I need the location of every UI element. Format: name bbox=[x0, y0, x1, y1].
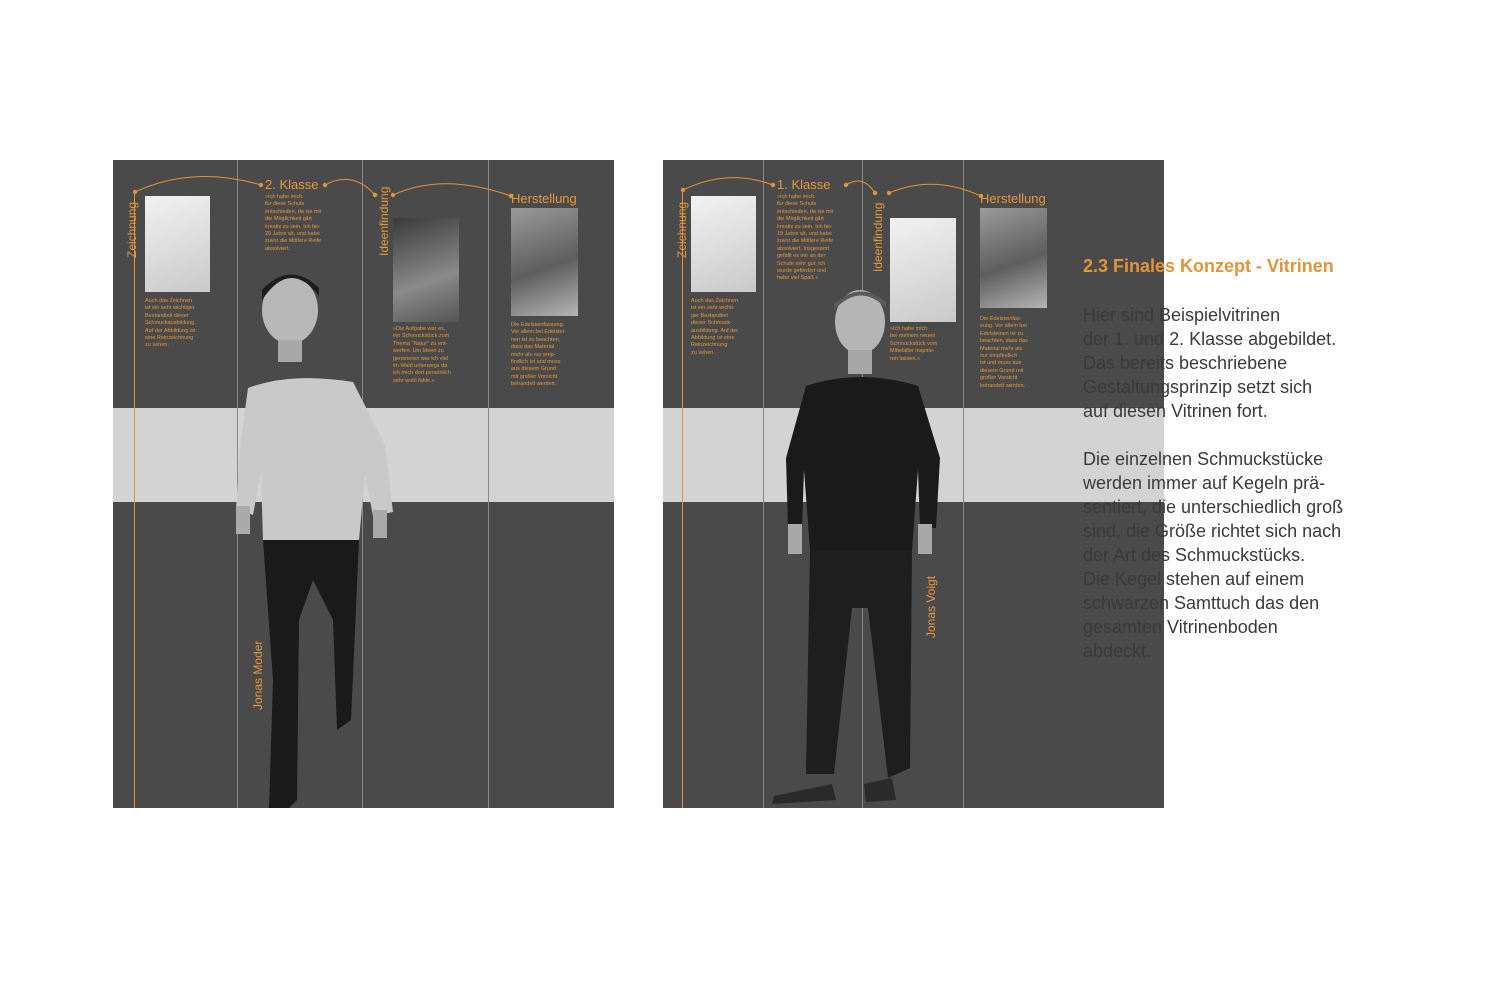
herstellung-image bbox=[511, 208, 578, 316]
label-ideenfindung: Ideenfindung bbox=[377, 186, 391, 256]
label-klasse: 2. Klasse bbox=[265, 177, 319, 192]
column-divider bbox=[488, 160, 489, 808]
column-divider bbox=[763, 160, 764, 808]
text-zeichnung: Auch das Zeichnen ist ein sehr wichti- ger Bestandteil dieser Schmuck- ausbildung. Auf der Abbildung ist eine Reinzeichnung zu sehen. bbox=[691, 298, 739, 356]
text-herstellung: Die Edelsteinfas- sung. Vor allem bei Edelsteinen ist zu beachten, dass das Material mehr als nur empfindlich ist und muss aus diesem Grund mit großer Vorsicht behandelt werden. bbox=[980, 316, 1028, 389]
timeline-line bbox=[134, 192, 135, 808]
paragraph-2: Die einzelnen Schmuckstücke werden immer auf Kegeln prä- sentiert, die unterschiedlich groß sind, die Größe richtet sich nach der Art des Schmuckstücks. Die Kegel stehen auf einem schwarzen Samttuch das den gesamten Vitrinenboden abdeckt. bbox=[1083, 449, 1344, 661]
column-divider bbox=[963, 160, 964, 808]
person-name: Jonas Moder bbox=[251, 640, 265, 710]
label-zeichnung: Zeichnung bbox=[125, 201, 139, 258]
person-name: Jonas Voigt bbox=[924, 575, 938, 638]
label-ideenfindung: Ideenfindung bbox=[871, 202, 885, 272]
label-herstellung: Herstellung bbox=[980, 191, 1046, 206]
herstellung-image bbox=[980, 208, 1047, 308]
section-heading: 2.3 Finales Konzept - Vitrinen bbox=[1083, 256, 1334, 276]
person-photo bbox=[768, 288, 953, 808]
text-zeichnung: Auch das Zeichnen ist ein sehr wichtiger Bestandteil dieser Schmuckausbildung. Auf der Abbildung ist eine Reinzeichnung zu sehen. bbox=[145, 298, 196, 349]
text-herstellung: Die Edelsteinfassung. Vor allem bei Edelstei- nen ist zu beachten, dass das Material mehr als nur emp- findlich ist und muss aus diesem Grund mit großer Vorsicht behandelt werden. bbox=[511, 322, 566, 388]
timeline-line bbox=[682, 192, 683, 808]
sketch-image bbox=[145, 196, 210, 292]
quote-klasse: »Ich habe mich für diese Schule entschieden, da sie mir die Möglichkeit gibt kreativ zu sein. Ich bin 19 Jahre alt, und habe zuvor die Mittlere Reife absolviert. Insgesamt gefällt es mir an der Schule sehr gut, ich wurde gefördert und habe viel Spaß.« bbox=[777, 194, 834, 282]
text-ideenfindung: »Die Aufgabe war es, ein Schmuckstück zum Thema "Natur" zu ent- werfen. Um Ideen zu generieren war ich viel im Wald unterwegs da ich mich dort persönlich sehr wohl fühle.« bbox=[393, 326, 451, 384]
person-photo bbox=[233, 260, 413, 808]
text-ideenfindung: »Ich habe mich bei meinem neuen Schmuckstück vom Mittelalter inspirie- ren lassen.« bbox=[890, 326, 938, 362]
quote-klasse: »Ich habe mich für diese Schule entschieden, da sie mir die Möglichkeit gibt kreativ zu sein. Ich bin 20 Jahre alt, und habe zuvor die Mittlere Reife absolviert. bbox=[265, 194, 322, 252]
label-zeichnung: Zeichnung bbox=[675, 201, 689, 258]
label-herstellung: Herstellung bbox=[511, 191, 577, 206]
vitrine-panel-2-klasse bbox=[113, 160, 614, 808]
sketch-image bbox=[691, 196, 756, 292]
label-klasse: 1. Klasse bbox=[777, 177, 831, 192]
paragraph-1: Hier sind Beispielvitrinen der 1. und 2. Klasse abgebildet. Das bereits beschriebene Gestaltungsprinzip setzt sich auf diesen Vitrinen fort. bbox=[1083, 305, 1337, 421]
